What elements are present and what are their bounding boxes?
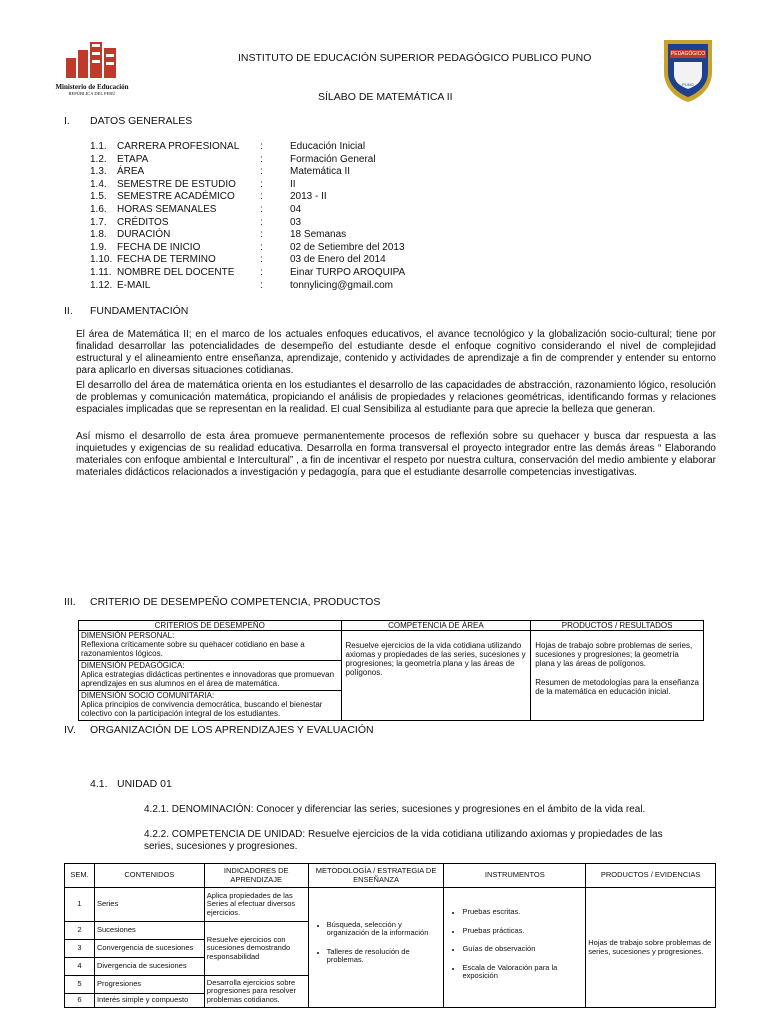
row-value: Educación Inicial [290,141,366,152]
general-data-row [90,267,490,280]
competencia-unidad-label: 4.2.2. COMPETENCIA DE UNIDAD: [144,829,306,840]
row-value: Matemática II [290,166,351,178]
fundamentacion-p3: Así mismo el desarrollo de esta área promueve permanentemente procesos de reflexión sobre su quehacer y busca dar respuesta a las inquietudes y exigencias de su realidad educativa. Desarrolla en forma transversal el proyecto integrador entre las demás áreas “ Elaborando materiales con enfoque ambiental e Intercultural” , a fin de incentivar el respeto por nuestra cultura, conservación del medio ambiente y elaborar materiales didácticos relacionados a investigación y pedagogía, para que el estudiante desarrolle competencias investigativas. [76,431,716,478]
institute-name: INSTITUTO DE EDUCACIÓN SUPERIOR PEDAGÓGICO PUBLICO PUNO [238,52,592,64]
row-value: 2013 - II [290,191,327,203]
row-colon: : [260,141,263,152]
general-data-row [90,254,490,267]
competencia-text: Resuelve ejercicios de la vida cotidiana utilizando axiomas y propiedades de las series, sucesiones y progresiones; la geometría plana y las áreas de polígonos. [345,641,526,677]
row-label: CARRERA PROFESIONAL [117,141,240,152]
dimension-socio-title: DIMENSIÓN SOCIO COMUNITARIA: [81,691,215,700]
section2-title: FUNDAMENTACIÓN [90,305,189,317]
section4-num: IV. [64,724,76,736]
row-colon: : [260,279,263,291]
row-number: 1.6. [90,203,107,215]
contenido-cell: Interés simple y compuesto [94,994,204,1008]
row-colon: : [260,229,263,241]
row-value: 03 de Enero del 2014 [290,254,386,266]
row-number: 1.12. [90,279,113,291]
contenido-cell: Convergencia de sucesiones [94,940,204,958]
ministry-name: Ministerio de Educación [55,83,129,91]
competencia-header: COMPETENCIA DE ÁREA [341,621,531,631]
dimension-socio-comunitaria [79,691,341,720]
row-number: 1.7. [90,216,107,228]
general-data-row [90,204,490,217]
row-number: 1.11. [90,266,112,278]
unit-competencia [144,829,684,853]
row-value: Einar TURPO AROQUIPA [290,266,406,278]
dimension-pedagogica [79,661,341,691]
row-colon: : [260,241,263,253]
sem-header: SEM. [65,864,95,888]
dimension-socio-text: Aplica principios de convivencia democrática, buscando el bienestar colectivo con la participación integral de los estudiantes. [81,700,323,718]
productos-evidencias-cell: Hojas de trabajo sobre problemas de series, sucesiones y progresiones. [586,888,716,1008]
general-data-row [90,217,490,230]
dimension-personal-title: DIMENSIÓN PERSONAL: [81,631,175,640]
row-value: 18 Semanas [290,229,347,241]
row-label: DURACIÓN [117,229,171,241]
dimension-personal [79,631,341,661]
ministry-country: REPÚBLICA DEL PERÚ [68,91,116,96]
sem-cell: 1 [65,888,95,922]
section1-num: I. [64,115,70,127]
row-value: tonnylicing@gmail.com [290,279,393,291]
row-label: ÁREA [117,166,145,178]
section4-title: ORGANIZACIÓN DE LOS APRENDIZAJES Y EVALUACIÓN [90,724,374,736]
general-data-row [90,141,490,154]
row-label: HORAS SEMANALES [117,203,217,215]
row-colon: : [260,166,263,178]
row-value: 02 de Setiembre del 2013 [290,241,405,253]
row-label: FECHA DE TERMINO [117,254,216,266]
instrumentos-header: INSTRUMENTOS [444,864,586,888]
denominacion-text: Conocer y diferenciar las series, sucesiones y progresiones en el ámbito de la vida real. [256,804,646,815]
section3-num: III. [64,596,76,608]
general-data-row [90,191,490,204]
contenidos-header: CONTENIDOS [94,864,204,888]
row-number: 1.9. [90,241,107,253]
list-item: • Guías de observación [462,945,583,954]
sem-cell: 2 [65,922,95,940]
competencia-cell [341,631,531,721]
unit-table [64,863,716,1008]
productos-header: PRODUCTOS / RESULTADOS [531,621,704,631]
list-item: • Búsqueda, selección y organización de la información [327,921,442,938]
unit-table-header [65,864,716,888]
criteria-body-row [79,631,704,721]
sem-cell: 5 [65,976,95,994]
row-value: II [290,178,296,190]
row-label: SEMESTRE ACADÉMICO [117,191,235,203]
row-label: SEMESTRE DE ESTUDIO [117,178,236,190]
list-item: • Pruebas escritas. [462,908,583,917]
table-row [65,888,716,922]
competencia-unidad-text: Resuelve ejercicios de la vida cotidiana utilizando axiomas y propiedades de las series, sucesiones y progresiones. [144,829,663,852]
criteria-header-row [79,621,704,631]
row-number: 1.3. [90,166,107,178]
row-value: Formación General [290,153,376,165]
dimension-pedagogica-text: Aplica estrategias didácticas pertinentes e innovadoras que promuevan aprendizajes en sus alumnos en el área de matemática. [81,670,335,688]
dimension-personal-text: Reflexiona críticamente sobre su quehacer cotidiano en base a razonamientos lógicos. [81,640,305,658]
row-colon: : [260,153,263,165]
ministry-bars-icon [52,40,132,78]
general-data-list [90,141,490,292]
row-value: 04 [290,203,302,215]
row-colon: : [260,178,263,190]
general-data-row [90,154,490,167]
section3-title: CRITERIO DE DESEMPEÑO COMPETENCIA, PRODUCTOS [90,596,381,608]
row-colon: : [260,254,263,266]
contenido-cell: Progresiones [94,976,204,994]
row-colon: : [260,266,263,278]
criteria-header: CRITERIOS DE DESEMPEÑO [79,621,342,631]
crest-shield-icon [660,36,716,104]
productos-text-1: Hojas de trabajo sobre problemas de series, sucesiones y progresiones; la geometría plana y las áreas de polígonos. [535,641,693,668]
indicador-cell: Desarrolla ejercicios sobre progresiones para resolver problemas cotidianos. [204,976,308,1008]
row-colon: : [260,216,263,228]
row-number: 1.8. [90,229,107,241]
row-value: 03 [290,216,302,228]
criteria-dimensions [79,631,342,721]
unit-num: 4.1. [90,778,108,790]
sem-cell: 3 [65,940,95,958]
section2-num: II. [64,305,73,317]
productos-cell [531,631,704,721]
list-item: • Pruebas prácticas. [462,927,583,936]
indicador-cell: Aplica propiedades de las Series al efectuar diversos ejercicios. [204,888,308,922]
crest-text: PEDAGÓGICO [670,51,706,57]
criteria-table [78,620,704,721]
section1-title: DATOS GENERALES [90,115,193,127]
denominacion-label: 4.2.1. DENOMINACIÓN: [144,804,254,815]
contenido-cell: Sucesiones [94,922,204,940]
row-label: E-MAIL [117,279,151,291]
general-data-row [90,166,490,179]
list-item: • Escala de Valoración para la exposición [462,964,583,981]
row-label: NOMBRE DEL DOCENTE [117,266,235,278]
ministry-logo [52,40,132,96]
unit-title: UNIDAD 01 [117,778,172,790]
row-number: 1.4. [90,178,107,190]
general-data-row [90,280,490,293]
dimension-pedagogica-title: DIMENSIÓN PEDAGÓGICA: [81,661,185,670]
row-label: ETAPA [117,153,149,165]
general-data-row [90,179,490,192]
metodologia-header: METODOLOGÍA / ESTRATEGIA DE ENSEÑANZA [308,864,444,888]
indicador-cell: Resuelve ejercicios con sucesiones demostrando responsabilidad [204,922,308,976]
instrumentos-cell [444,888,586,1008]
row-number: 1.5. [90,191,107,203]
general-data-row [90,242,490,255]
contenido-cell: Series [94,888,204,922]
syllabus-title: SÍLABO DE MATEMÁTICA II [318,91,453,103]
row-number: 1.2. [90,153,107,165]
fundamentacion-p1: El área de Matemática II; en el marco de los actuales enfoques educativos, el avance tecnológico y la globalización socio-cultural; tiene por finalidad desarrollar las potencialidades de desempeño del estudiante desde el enfoque cognitivo considerando el nivel de complejidad estructural y el alineamiento entre enseñanza, aprendizaje, contenido y actividades de aprendizaje a fin de comprender y entender su entorno para aplicarlo en diversas situaciones cotidianas. [76,329,716,376]
row-number: 1.10. [90,254,113,266]
row-colon: : [260,191,263,203]
institute-crest [660,36,716,104]
indicadores-header: INDICADORES DE APRENDIZAJE [204,864,308,888]
crest-city: PUNO [682,82,694,87]
row-number: 1.1. [90,141,107,152]
sem-cell: 6 [65,994,95,1008]
sem-cell: 4 [65,958,95,976]
general-data-row [90,229,490,242]
row-label: CRÉDITOS [117,216,169,228]
list-item: • Talleres de resolución de problemas. [327,948,442,965]
productos-evidencias-header: PRODUCTOS / EVIDENCIAS [586,864,716,888]
row-label: FECHA DE INICIO [117,241,201,253]
fundamentacion-p2: El desarrollo del área de matemática orienta en los estudiantes el desarrollo de las capacidades de abstracción, razonamiento lógico, resolución de problemas y comunicación matemática, propiciando el análisis de propiedades y relaciones geométricas, identificando formas y relaciones espaciales implicadas que se representan en la realidad. El cual Sensibiliza al estudiante para que aprecie la belleza que generan. [76,380,716,415]
unit-denominacion [144,804,724,816]
metodologia-cell [308,888,444,1008]
productos-text-2: Resumen de metodologías para la enseñanza de la matemática en educación inicial. [535,678,699,696]
contenido-cell: Divergencia de sucesiones [94,958,204,976]
row-colon: : [260,203,263,215]
